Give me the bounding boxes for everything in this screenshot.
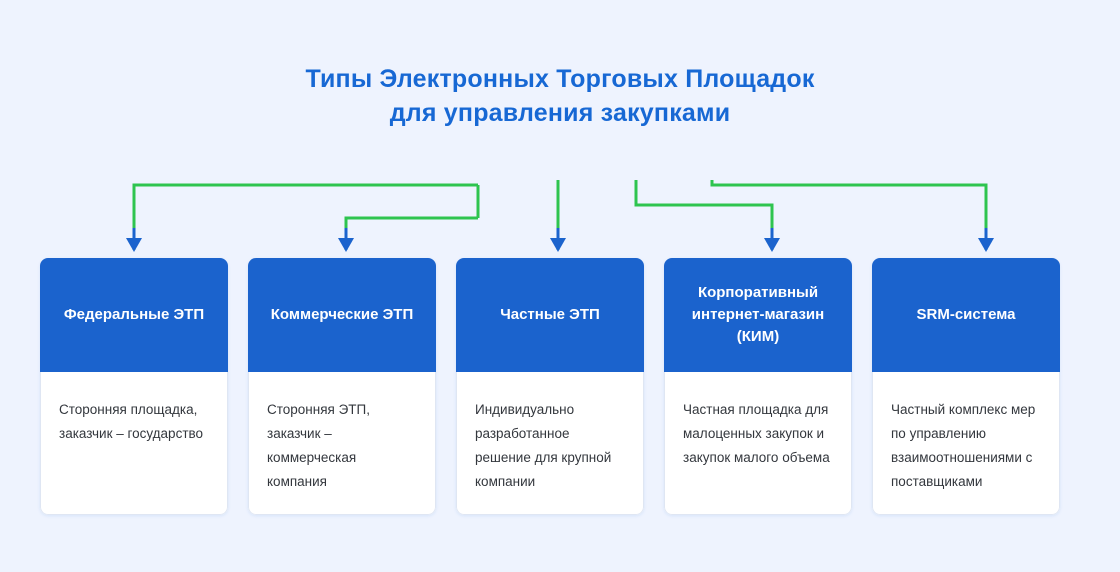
- card-header-label: Корпоративный интернет-магазин (КИМ): [691, 284, 825, 345]
- card-description: Частная площадка для малоценных закупок и закупок малого объема: [664, 372, 852, 515]
- card-corporate-shop: [664, 258, 852, 515]
- card-description: Индивидуально разработанное решение для крупной компании: [456, 372, 644, 515]
- card-commercial-etp: [248, 258, 436, 515]
- card-description: Частный комплекс мер по управлению взаимоотношениями с поставщиками: [872, 372, 1060, 515]
- card-header-label: SRM-система: [916, 306, 1016, 323]
- card-row: [40, 258, 1080, 515]
- card-private-etp: [456, 258, 644, 515]
- card-description: Сторонняя площадка, заказчик – государство: [40, 372, 228, 515]
- card-srm-system: [872, 258, 1060, 515]
- card-description: Сторонняя ЭТП, заказчик – коммерческая компания: [248, 372, 436, 515]
- card-header: [456, 258, 644, 372]
- card-header-label: Федеральные ЭТП: [63, 306, 205, 323]
- card-header: [40, 258, 228, 372]
- title-line-2: для управления закупками: [389, 99, 731, 127]
- card-header: [872, 258, 1060, 372]
- card-header: [248, 258, 436, 372]
- title-line-1: Типы Электронных Торговых Площадок: [305, 65, 815, 93]
- card-federal-etp: [40, 258, 228, 515]
- card-header: [664, 258, 852, 372]
- card-header-label: Частные ЭТП: [500, 306, 600, 323]
- card-header-label: Коммерческие ЭТП: [270, 306, 414, 323]
